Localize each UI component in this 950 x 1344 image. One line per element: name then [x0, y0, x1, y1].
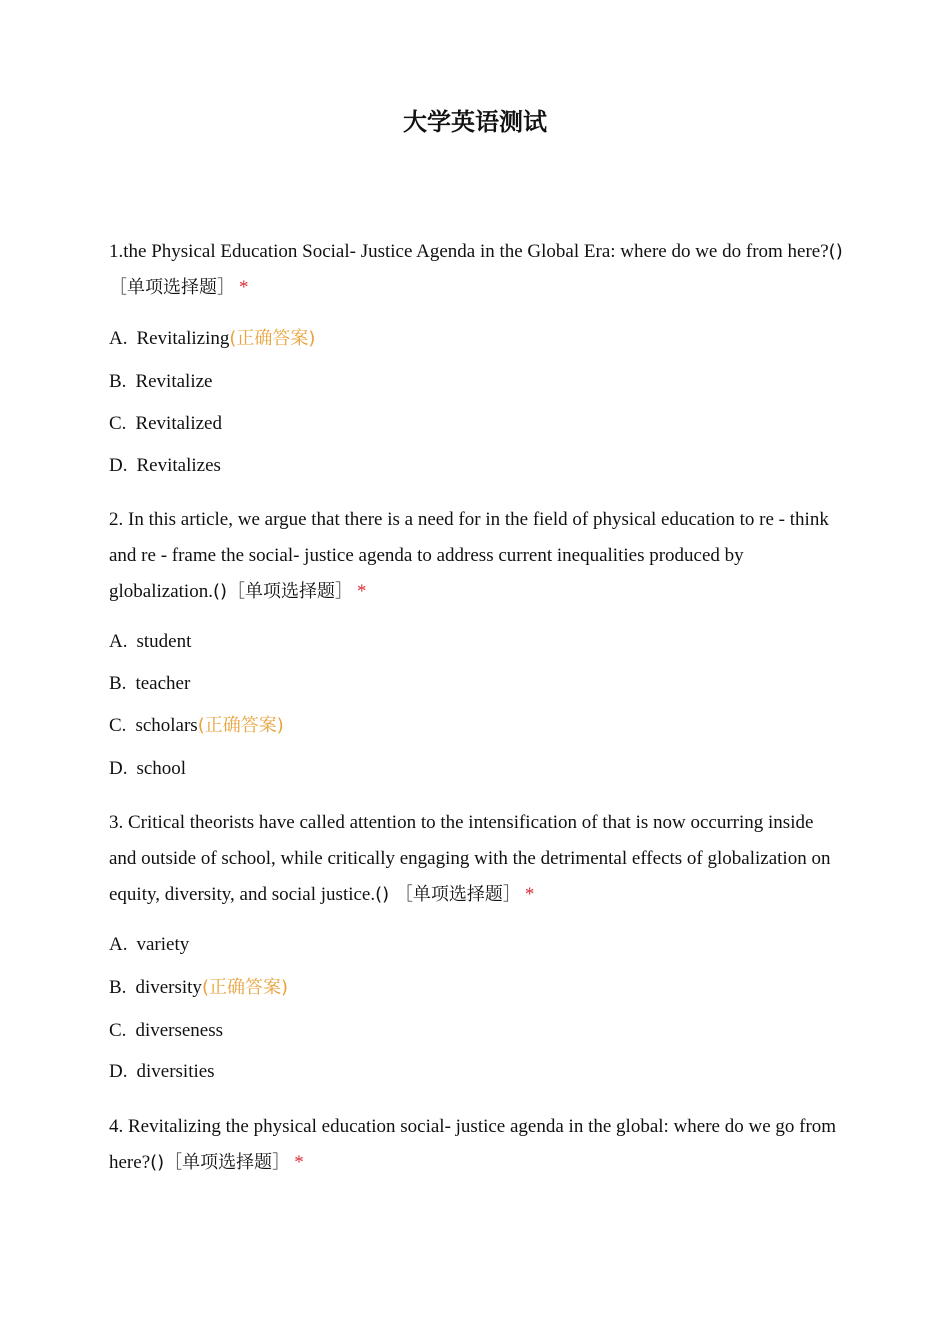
option-letter: B.: [109, 673, 127, 694]
option-text: Revitalize: [135, 371, 213, 392]
correct-answer-note: (正确答案): [197, 715, 284, 736]
correct-answer-note: (正确答案): [229, 328, 316, 349]
option-letter: B.: [109, 371, 127, 392]
option-text: diversities: [136, 1061, 215, 1082]
option-1b: [109, 369, 212, 395]
question-type-tag: ()［单项选择题］: [150, 1152, 291, 1173]
option-2b: [109, 671, 190, 697]
option-3a: [109, 932, 189, 958]
option-letter: C.: [109, 413, 127, 434]
question-4: [109, 1109, 844, 1181]
required-marker: *: [524, 884, 535, 905]
question-type-tag: () ［单项选择题］: [375, 884, 521, 905]
question-type-tag: ()［单项选择题］: [212, 581, 353, 602]
option-letter: A.: [109, 631, 128, 652]
question-text: 1.the Physical Education Social- Justice Agenda in the Global Era: where do we do from here?: [109, 241, 829, 262]
option-text: diversity: [135, 977, 202, 998]
document-title: 大学英语测试: [403, 108, 547, 136]
option-letter: D.: [109, 455, 128, 476]
required-marker: *: [357, 581, 367, 602]
option-1d: [109, 453, 221, 479]
option-text: variety: [136, 934, 190, 955]
option-letter: D.: [109, 1061, 128, 1082]
question-2: [109, 502, 844, 610]
option-letter: B.: [109, 977, 127, 998]
option-text: diverseness: [135, 1020, 224, 1041]
question-text: 4. Revitalizing the physical education social- justice agenda in the global: where do we go from here?: [109, 1116, 837, 1173]
question-type-tag: ()［单项选择题］: [109, 241, 843, 298]
option-2d: [109, 756, 186, 782]
option-2c: [109, 713, 284, 739]
option-letter: C.: [109, 1020, 127, 1041]
question-text: 3. Critical theorists have called attention to the intensification of that is now occurring inside and outside of school, while critically engaging with the detrimental effects of globalization on equity, diversity, and social justice.: [109, 812, 831, 905]
option-letter: D.: [109, 758, 128, 779]
option-text: student: [136, 631, 192, 652]
option-text: Revitalizing: [136, 328, 230, 349]
option-text: teacher: [135, 673, 191, 694]
option-letter: A.: [109, 328, 128, 349]
required-marker: *: [294, 1152, 304, 1173]
question-1: [109, 234, 844, 306]
correct-answer-note: (正确答案): [201, 977, 288, 998]
option-3b: [109, 975, 288, 1001]
option-3c: [109, 1018, 223, 1044]
question-3: [109, 805, 844, 913]
required-marker: *: [239, 277, 249, 298]
option-1c: [109, 411, 222, 437]
option-text: school: [136, 758, 187, 779]
option-1a: [109, 326, 315, 352]
option-text: scholars: [135, 715, 198, 736]
option-text: Revitalized: [135, 413, 222, 434]
option-2a: [109, 629, 191, 655]
option-3d: [109, 1059, 215, 1085]
option-letter: C.: [109, 715, 127, 736]
question-text: 2. In this article, we argue that there is a need for in the field of physical education to re - think and re - frame the social- justice agenda to address current inequalities produced by globalization.: [109, 509, 829, 602]
option-text: Revitalizes: [136, 455, 221, 476]
option-letter: A.: [109, 934, 128, 955]
